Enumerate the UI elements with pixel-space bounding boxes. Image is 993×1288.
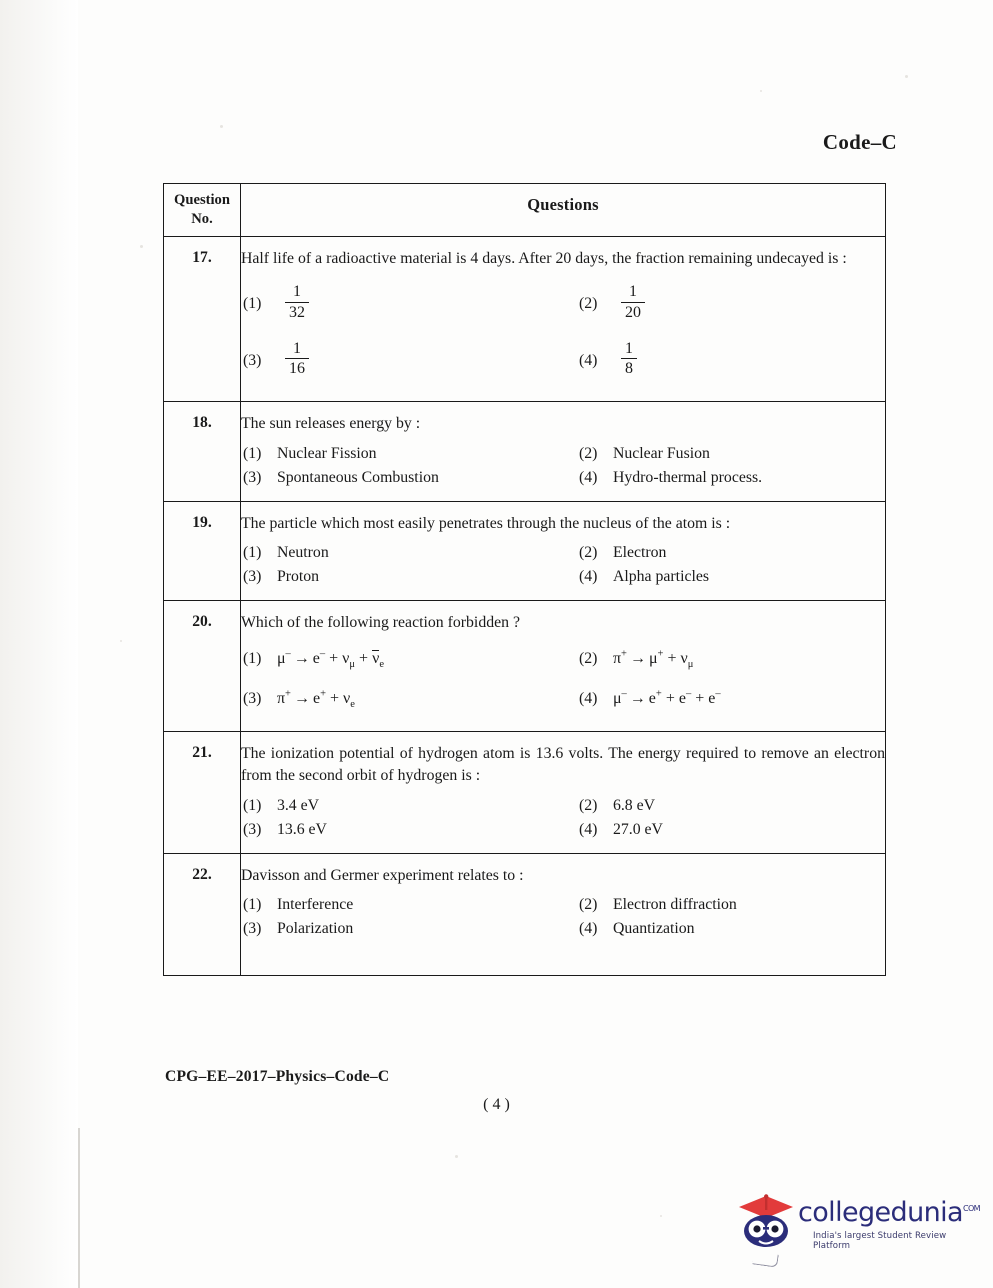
options-row [241,818,885,842]
option-fraction [285,283,309,322]
question-number-cell [164,601,241,731]
option-item[interactable] [241,680,563,720]
header-question-line2: No. [191,210,213,227]
table-row [164,501,886,600]
question-stem: Davisson and Germer experiment relates to : [241,866,524,884]
question-body-cell [241,237,886,402]
options-row [241,893,885,917]
option-item[interactable] [563,277,885,334]
option-label: (4) [579,689,598,707]
option-item[interactable] [563,541,885,565]
option-formula: $\pi^+ \to e^+ + \nu_e$ [276,688,355,710]
option-item[interactable] [241,442,563,466]
options-row [241,917,885,941]
header-question-line1: Question [174,192,230,208]
question-number: 22. [192,865,212,883]
question-body-cell [241,731,886,853]
options-row [241,277,885,334]
questions-table [163,183,886,976]
watermark-brand-sup: COM [962,1204,980,1213]
option-label: (4) [579,468,598,486]
question-body-cell [241,853,886,975]
option-label: (2) [579,544,598,562]
option-item[interactable] [563,466,885,490]
question-body-cell [241,402,886,501]
option-text: 27.0 eV [612,820,663,838]
option-formula: $\mu^- \to e^- + \nu_\mu + \nu_e$ [276,648,384,671]
question-number-cell [164,853,241,975]
option-label: (1) [243,796,262,814]
question-number-cell [164,237,241,402]
options-row [241,466,885,490]
table-row [164,402,886,501]
scan-shadow [0,0,78,1288]
watermark-brand: collegedunia$^{COM}$ [798,1197,980,1228]
options-grid [241,893,885,941]
option-label: (3) [243,689,262,707]
header-questions-cell [241,184,886,237]
option-label: (3) [243,919,262,937]
option-label: (2) [579,796,598,814]
option-fraction [285,340,309,379]
option-text: 6.8 eV [612,796,656,814]
header-question-no-cell [164,184,241,237]
option-text: 3.4 eV [276,796,320,814]
option-label: (1) [243,544,262,562]
option-text: Proton [276,568,320,586]
table-row [164,237,886,402]
option-item[interactable] [563,893,885,917]
options-grid [241,442,885,490]
option-fraction [621,340,637,379]
option-label: (1) [243,895,262,913]
question-stem: Which of the following reaction forbidden ? [241,614,520,632]
option-item[interactable] [563,680,885,720]
question-body-cell [241,601,886,731]
option-formula: μ– → e+ + e– + e– [612,688,721,707]
table-row [164,853,886,975]
option-item[interactable] [241,818,563,842]
question-number-cell [164,731,241,853]
question-number: 19. [192,513,212,531]
option-label: (2) [579,895,598,913]
option-text: Alpha particles [612,568,710,586]
watermark-tagline: India's largest Student Review Platform [813,1231,947,1251]
question-number: 20. [192,613,212,631]
option-formula: $\pi^+ \to \mu^+ + \nu_\mu$ [612,648,694,671]
option-text: Polarization [276,919,354,937]
fraction-denominator: 32 [288,303,305,321]
question-number-cell [164,402,241,501]
option-text: Hydro-thermal process. [612,468,763,486]
option-item[interactable] [241,334,563,391]
option-text: Electron diffraction [612,895,737,913]
header-questions-label: Questions [527,195,599,214]
option-item[interactable] [563,565,885,589]
option-label: (2) [579,444,598,462]
option-item[interactable] [241,466,563,490]
option-text: Nuclear Fission [276,444,377,462]
option-item[interactable] [241,277,563,334]
options-grid [241,641,885,720]
option-label: (4) [579,919,598,937]
watermark-swoosh [752,1251,779,1267]
options-row [241,442,885,466]
fraction-denominator: 20 [624,303,641,321]
collegedunia-watermark [735,1185,980,1265]
question-number: 18. [192,414,212,432]
fraction-denominator: 16 [288,360,305,378]
option-item[interactable] [563,794,885,818]
fraction-numerator: 1 [621,283,645,303]
table-header-row [164,184,886,237]
option-item[interactable] [241,565,563,589]
option-label: (3) [243,568,262,586]
options-row [241,334,885,391]
option-label: (4) [579,568,598,586]
options-row [241,641,885,681]
table-row [164,731,886,853]
option-text: Neutron [276,544,329,562]
option-item[interactable] [563,442,885,466]
options-grid [241,794,885,842]
footer-paper-code: CPG–EE–2017–Physics–Code–C [165,1068,390,1085]
option-item[interactable] [241,794,563,818]
fraction-numerator: 1 [621,340,637,360]
option-label: (2) [579,649,598,667]
options-row [241,541,885,565]
option-label: (1) [243,444,262,462]
option-label: (3) [243,351,262,369]
option-label: (4) [579,351,598,369]
option-label: (4) [579,820,598,838]
paper-code-label: Code–C [822,130,897,154]
options-row [241,565,885,589]
fraction-denominator: 8 [624,360,633,378]
fraction-numerator: 1 [285,283,309,303]
question-stem: Half life of a radioactive material is 4 days. After 20 days, the fraction remaining undecayed is : [241,250,847,268]
page-number: ( 4 ) [483,1096,510,1113]
option-text: Interference [276,895,354,913]
option-item[interactable] [563,917,885,941]
option-label: (3) [243,468,262,486]
option-item[interactable] [563,641,885,681]
question-number: 17. [192,249,212,267]
option-label: (3) [243,820,262,838]
graduation-cap-face-icon [735,1191,797,1249]
option-item[interactable] [241,893,563,917]
option-text: Quantization [612,919,695,937]
question-number-cell [164,501,241,600]
question-number: 21. [192,743,212,761]
option-item[interactable] [241,541,563,565]
question-body-cell [241,501,886,600]
question-stem: The particle which most easily penetrates through the nucleus of the atom is : [241,514,731,532]
options-grid [241,277,885,391]
option-text: Nuclear Fusion [612,444,710,462]
options-grid [241,541,885,589]
option-item[interactable] [241,917,563,941]
option-label: (1) [243,294,262,312]
question-stem: The sun releases energy by : [241,415,421,433]
scan-edge-line [78,1128,80,1288]
option-label: (2) [579,294,598,312]
fraction-numerator: 1 [285,340,309,360]
option-item[interactable] [241,641,563,681]
option-fraction [621,283,645,322]
option-item[interactable] [563,334,885,391]
option-label: (1) [243,649,262,667]
option-item[interactable] [563,818,885,842]
question-stem: The ionization potential of hydrogen atom is 13.6 volts. The energy required to remove an electron from the second orbit of hydrogen is : [241,744,885,785]
option-text: Spontaneous Combustion [276,468,439,486]
option-text: Electron [612,544,667,562]
table-row [164,601,886,731]
options-row [241,680,885,720]
option-text: 13.6 eV [276,820,327,838]
options-row [241,794,885,818]
